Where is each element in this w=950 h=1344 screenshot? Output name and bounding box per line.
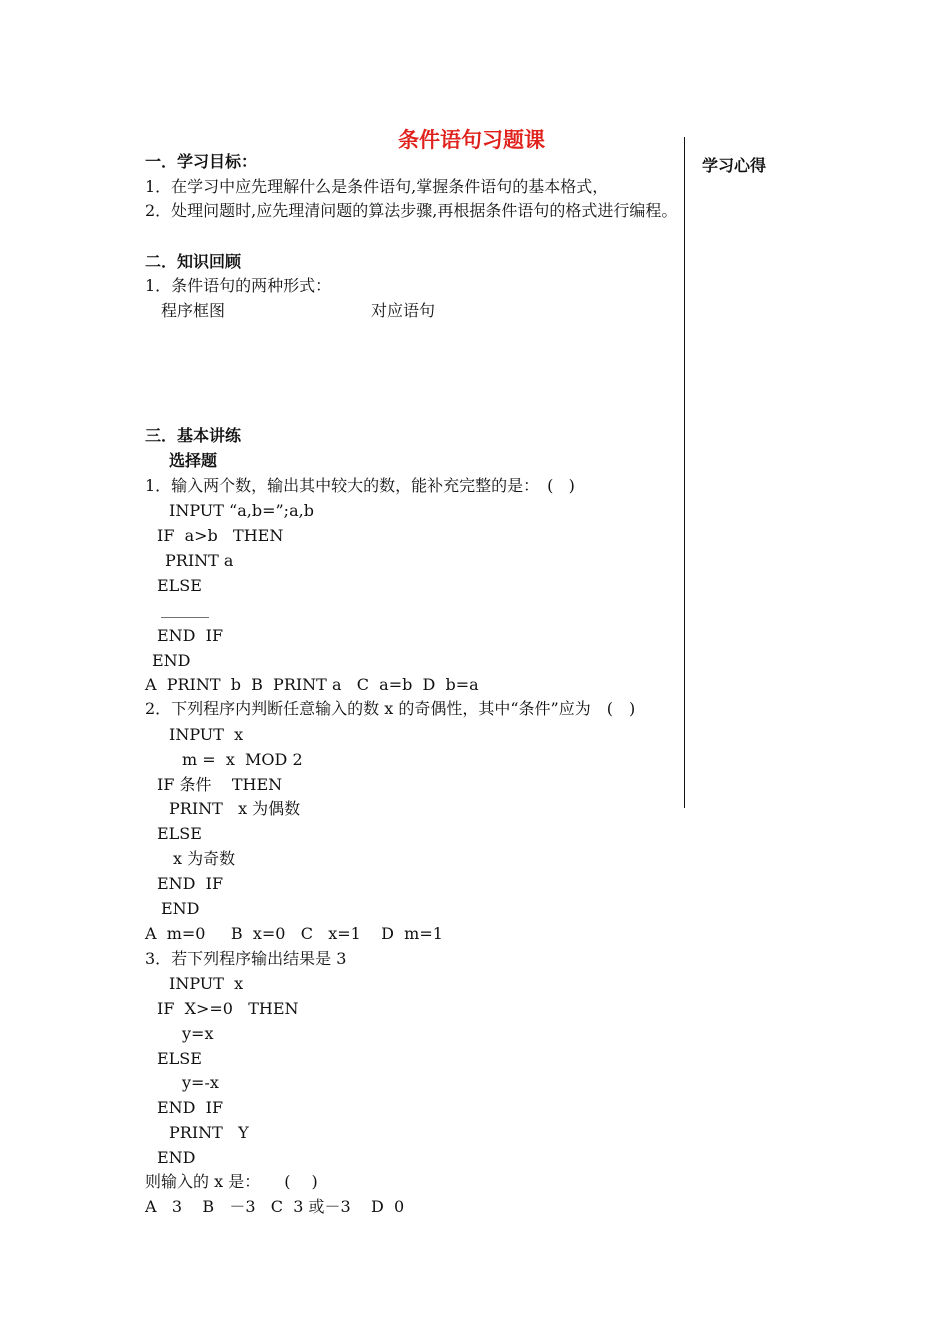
answer-options: A m=0 B x=0 C x=1 D m=1 — [145, 924, 443, 943]
section-heading: 一．学习目标： — [145, 152, 258, 171]
section-heading: 二．知识回顾 — [145, 252, 242, 271]
code-line: PRINT a — [165, 551, 234, 570]
text-line: 程序框图 — [161, 301, 226, 320]
code-line: ELSE — [157, 1049, 202, 1068]
code-line: END IF — [157, 626, 224, 645]
code-line: END — [157, 1148, 196, 1167]
blank-line: ______ — [161, 599, 209, 618]
code-line: x 为奇数 — [173, 849, 236, 868]
side-heading: 学习心得 — [702, 156, 767, 175]
code-line: ELSE — [157, 576, 202, 595]
question-2: 2．下列程序内判断任意输入的数 x 的奇偶性，其中“条件”应为 ( ) — [145, 699, 636, 718]
column-divider — [684, 137, 685, 808]
code-line: ELSE — [157, 824, 202, 843]
document-title: 条件语句习题课 — [398, 128, 545, 152]
code-line: INPUT x — [169, 974, 244, 993]
code-line: END IF — [157, 1098, 224, 1117]
question-prompt: 则输入的 x 是： ( ) — [145, 1172, 318, 1191]
code-line: INPUT “a,b=”;a,b — [169, 501, 314, 520]
section-heading: 三．基本讲练 — [145, 426, 242, 445]
code-line: PRINT Y — [169, 1123, 249, 1142]
code-line: END — [152, 651, 191, 670]
code-line: IF X>=0 THEN — [157, 999, 299, 1018]
subheading: 选择题 — [169, 451, 218, 470]
code-line: y=-x — [182, 1073, 219, 1092]
code-line: IF 条件 THEN — [157, 775, 283, 794]
code-line: y=x — [182, 1024, 214, 1043]
code-line: END — [161, 899, 200, 918]
code-line: PRINT x 为偶数 — [169, 799, 301, 818]
question-1: 1．输入两个数，输出其中较大的数，能补充完整的是： ( ) — [145, 476, 575, 495]
code-line: INPUT x — [169, 725, 244, 744]
code-line: END IF — [157, 874, 224, 893]
text-line: 1．条件语句的两种形式： — [145, 276, 332, 295]
text-line: 2．处理问题时,应先理清问题的算法步骤,再根据条件语句的格式进行编程。 — [145, 201, 678, 220]
answer-options: A 3 B －3 C 3 或－3 D 0 — [145, 1197, 405, 1216]
code-line: m = x MOD 2 — [182, 750, 303, 769]
answer-options: A PRINT b B PRINT a C a=b D b=a — [145, 675, 479, 694]
question-3: 3．若下列程序输出结果是 3 — [145, 949, 347, 968]
code-line: IF a>b THEN — [157, 526, 284, 545]
text-line: 对应语句 — [371, 301, 436, 320]
text-line: 1．在学习中应先理解什么是条件语句,掌握条件语句的基本格式， — [145, 177, 609, 196]
